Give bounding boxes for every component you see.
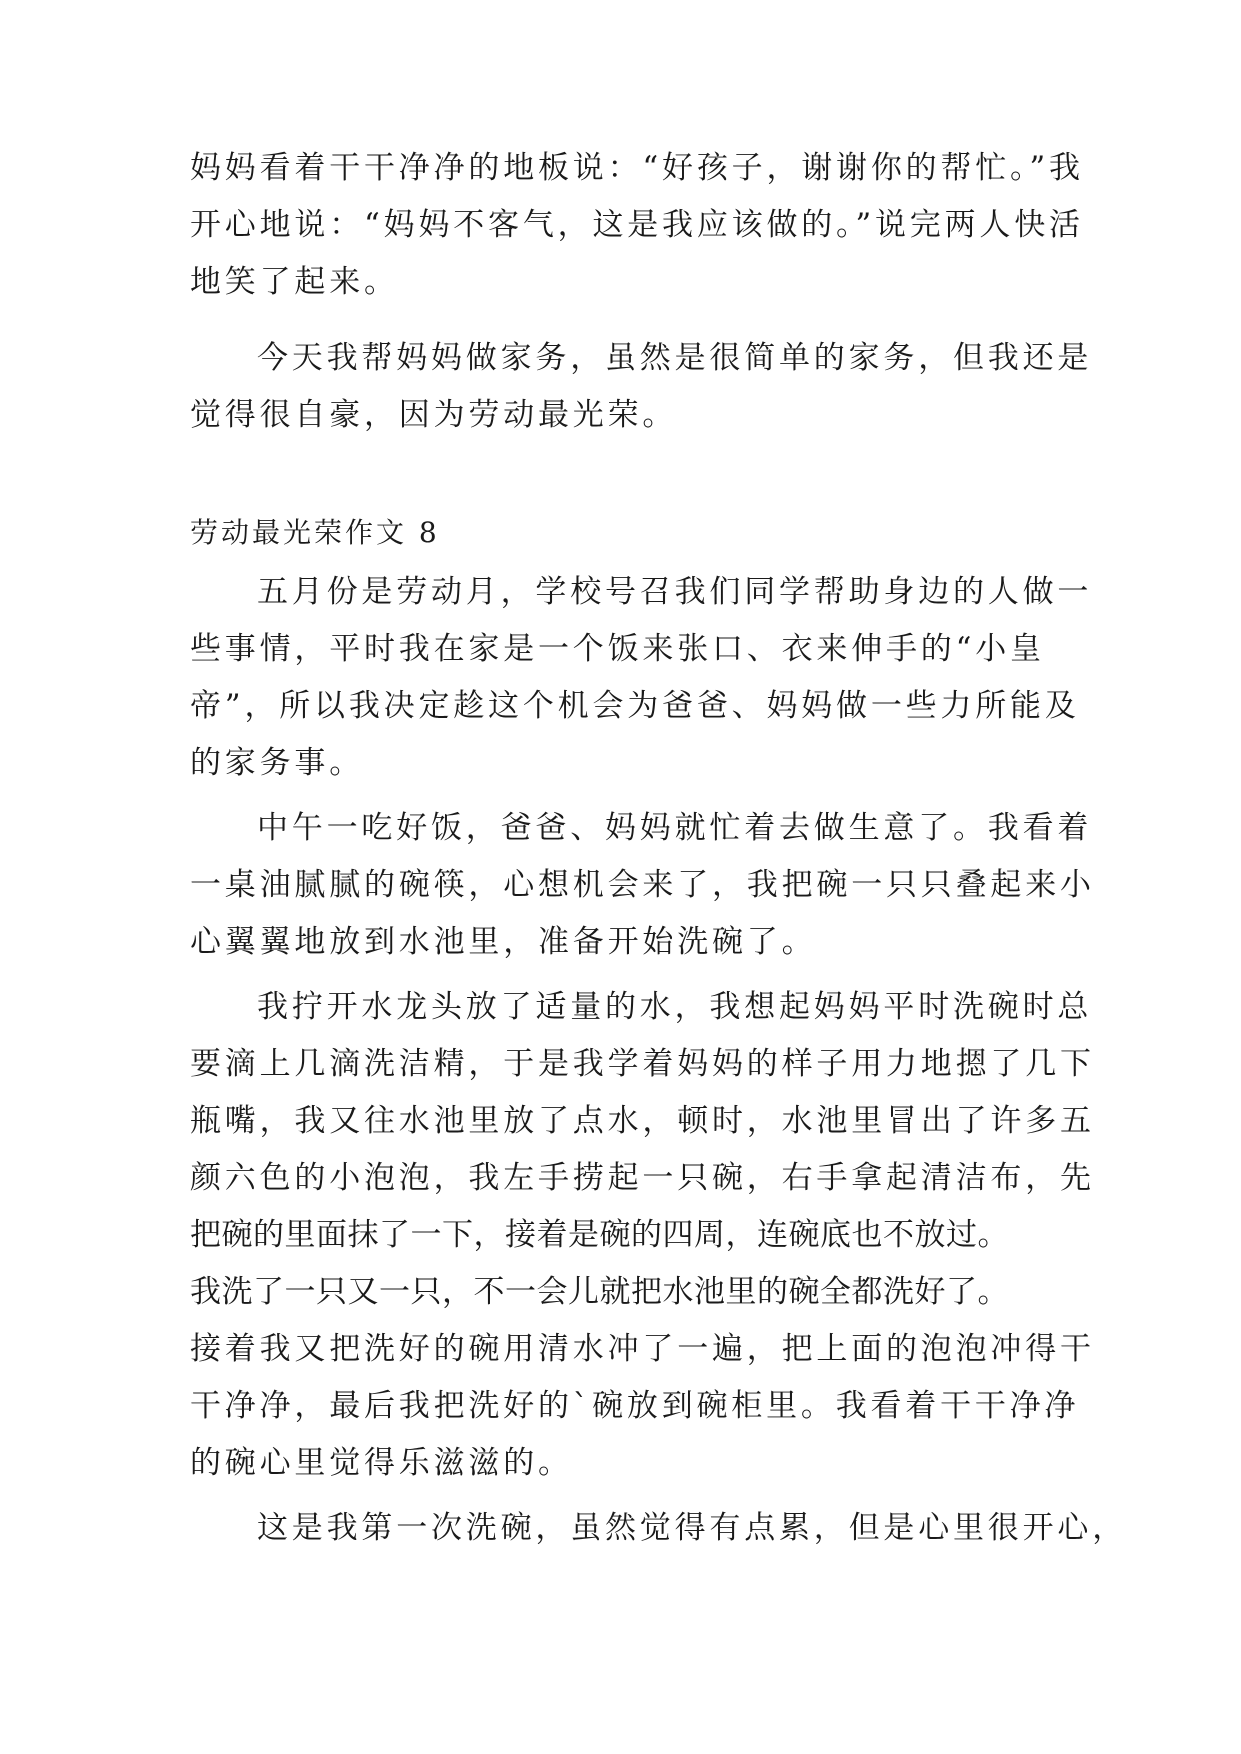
- paragraph-line: 的家务事。: [190, 745, 364, 781]
- paragraph-line: 颜六色的小泡泡，我左手捞起一只碗，右手拿起清洁布，先: [190, 1160, 1095, 1196]
- paragraph-line: 我洗了一只又一只，不一会儿就把水池里的碗全都洗好了。: [190, 1274, 1009, 1310]
- paragraph-line: 干净净，最后我把洗好的`碗放到碗柜里。我看着干干净净: [190, 1388, 1080, 1424]
- paragraph-line: 一桌油腻腻的碗筷，心想机会来了，我把碗一只只叠起来小: [190, 867, 1095, 903]
- paragraph-line: 瓶嘴，我又往水池里放了点水，顿时，水池里冒出了许多五: [190, 1103, 1095, 1139]
- paragraph-line: 心翼翼地放到水池里，准备开始洗碗了。: [190, 924, 817, 960]
- paragraph-line: 要滴上几滴洗洁精，于是我学着妈妈的样子用力地摁了几下: [190, 1046, 1095, 1082]
- paragraph-line: 把碗的里面抹了一下，接着是碗的四周，连碗底也不放过。: [190, 1217, 1009, 1253]
- paragraph-line: 地笑了起来。: [190, 264, 399, 300]
- section-heading: 劳动最光荣作文 8: [190, 516, 440, 549]
- paragraph-line: 五月份是劳动月，学校号召我们同学帮助身边的人做一: [257, 574, 1093, 610]
- paragraph-line: 帝”，所以我决定趁这个机会为爸爸、妈妈做一些力所能及: [190, 688, 1080, 724]
- paragraph-line: 妈妈看着干干净净的地板说：“好孩子，谢谢你的帮忙。”我: [190, 150, 1084, 186]
- paragraph-line: 接着我又把洗好的碗用清水冲了一遍，把上面的泡泡冲得干: [190, 1331, 1095, 1367]
- paragraph-line: 些事情，平时我在家是一个饭来张口、衣来伸手的“小皇: [190, 631, 1045, 667]
- paragraph-line: 开心地说：“妈妈不客气，这是我应该做的。”说完两人快活: [190, 207, 1084, 243]
- paragraph-line: 我拧开水龙头放了适量的水，我想起妈妈平时洗碗时总: [257, 989, 1093, 1025]
- paragraph-line: 中午一吃好饭，爸爸、妈妈就忙着去做生意了。我看着: [257, 810, 1093, 846]
- paragraph-line: 觉得很自豪，因为劳动最光荣。: [190, 397, 678, 433]
- paragraph-line: 今天我帮妈妈做家务，虽然是很简单的家务，但我还是: [257, 340, 1093, 376]
- paragraph-line: 的碗心里觉得乐滋滋的。: [190, 1445, 573, 1481]
- paragraph-line: 这是我第一次洗碗，虽然觉得有点累，但是心里很开心，: [257, 1510, 1127, 1546]
